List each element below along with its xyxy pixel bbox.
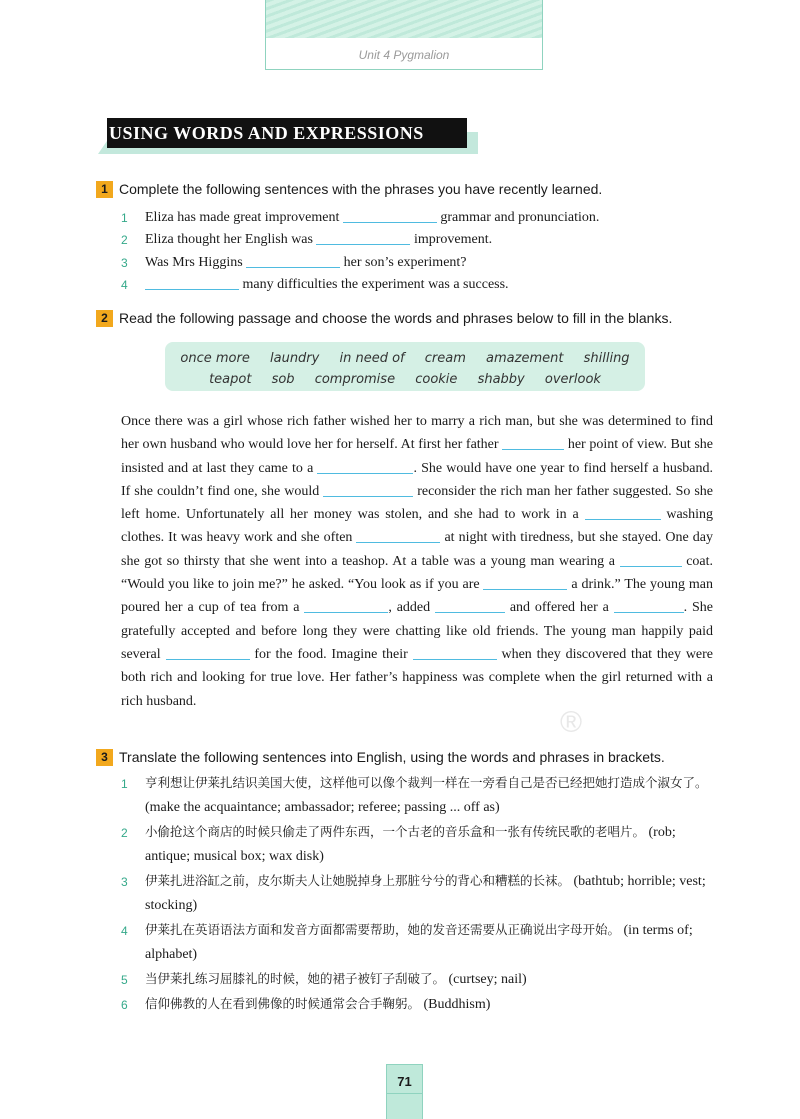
passage-text: reconsider the rich man her father suggested. So she left home. Unfortunately all her money was stolen, and she had to work in a [121,483,713,523]
item-number: 2 [121,826,128,840]
passage-blank[interactable] [585,505,661,520]
word-bank-item: cream [424,351,466,366]
item-number: 3 [121,875,128,889]
word-bank-item: teapot [209,372,252,387]
exercise-3-heading [96,749,665,766]
word-bank-item: shabby [477,372,525,387]
bracket-hints: (make the acquaintance; ambassador; referee; passing ... off as) [145,800,500,815]
passage-blank[interactable] [413,645,497,660]
item-text-before: Eliza has made great improvement [145,210,340,225]
chinese-sentence: 伊莱扎在英语语法方面和发音方面都需要帮助，她的发音还需要从正确说出字母开始。 [145,922,621,937]
passage-text: at night with tiredness, but she stayed. One day she got so thirsty that she went into a teashop. At a table was a young man wearing a [121,530,713,569]
chinese-sentence: 亨利想让伊莱扎结识美国大使，这样他可以像个裁判一样在一旁看自己是否已经把她打造成个淑女了。 [145,775,708,790]
translation-item [121,992,716,1017]
word-bank [165,342,645,391]
page-number-tab [386,1064,423,1119]
item-number: 5 [121,973,128,987]
word-bank-item: laundry [270,351,320,366]
item-number: 1 [121,777,128,791]
reading-passage [121,410,713,713]
item-number: 3 [121,255,128,270]
passage-text: and offered her a [509,600,609,616]
passage-text: . She gratefully accepted and before long they were chatting like old friends. The young man happily paid several [121,600,713,662]
passage-text: for the food. Imagine their [254,646,408,662]
unit-title: Unit 4 Pygmalion [358,48,450,62]
translation-item [121,918,716,967]
word-bank-item: shilling [583,351,630,366]
passage-blank[interactable] [620,552,682,567]
word-bank-item: in need of [339,351,405,366]
word-bank-row [165,369,645,390]
passage-blank[interactable] [317,459,413,474]
exercise-1-badge: 1 [96,181,113,198]
item-number: 4 [121,924,128,938]
bracket-hints: (in terms of; alphabet) [145,923,693,962]
page-number: 71 [397,1074,412,1089]
word-bank-item: sob [271,372,295,387]
registered-mark: ® [560,706,583,739]
item-text-after: improvement. [413,232,493,248]
passage-text: a drink.” The young man poured her a cup of tea from a [121,577,713,616]
exercise-1-item [121,252,599,274]
exercise-1-item [121,274,599,296]
exercise-2-badge: 2 [96,310,113,327]
chinese-sentence: 当伊莱扎练习屈膝礼的时候，她的裙子被钉子刮破了。 [145,971,446,986]
exercise-1-heading [96,181,602,198]
exercise-3-list [121,771,716,1017]
exercise-2-heading [96,310,672,327]
passage-text: , added [388,600,431,616]
passage-blank[interactable] [323,482,413,497]
chinese-sentence: 小偷抢这个商店的时候只偷走了两件东西，一个古老的音乐盒和一张有传统民歌的老唱片。 [145,824,646,839]
passage-blank[interactable] [614,598,684,613]
passage-text: . She would have one year to find herself a husband. If she couldn’t find one, she would [121,460,714,499]
passage-text: Once there was a girl whose rich father wished her to marry a rich man, but she was determined to find her own husband who would love her for herself. At first her father [121,414,713,453]
passage-text: coat. “Would you like to join me?” he asked. “You look as if you are [121,553,714,593]
exercise-3-badge: 3 [96,749,113,766]
translation-item [121,967,716,992]
chinese-sentence: 伊莱扎进浴缸之前，皮尔斯夫人让她脱掉身上那脏兮兮的背心和糟糕的长袜。 [145,873,571,888]
answer-blank[interactable] [246,253,340,268]
item-number: 1 [121,211,128,225]
passage-text: her point of view. But she insisted and at last they came to a [121,437,714,476]
unit-header-tab [265,0,543,70]
bracket-hints: (bathtub; horrible; vest; stocking) [145,874,706,913]
item-number: 6 [121,998,128,1012]
translation-item [121,771,716,820]
exercise-1-item [121,229,599,251]
passage-blank[interactable] [166,645,250,660]
exercise-1-list [121,207,599,296]
item-text-before: Eliza thought her English was [145,232,313,248]
word-bank-item: once more [180,351,250,366]
bracket-hints: (Buddhism) [423,997,491,1012]
passage-text: when they discovered that they were both rich and looking for true love. Her father’s happiness was complete when the girl returned with a rich husband. [121,646,714,709]
section-banner: USING WORDS AND EXPRESSIONS [107,118,467,148]
translation-item [121,869,716,918]
item-text-after: many difficulties the experiment was a success. [242,276,509,292]
word-bank-item: amazement [486,351,564,366]
word-bank-row [165,348,645,369]
word-bank-item: cookie [415,372,458,387]
bracket-hints: (rob; antique; musical box; wax disk) [145,825,676,864]
word-bank-item: compromise [314,372,396,387]
passage-blank[interactable] [483,575,567,590]
exercise-2-instruction: Read the following passage and choose the words and phrases below to fill in the blanks. [119,310,673,326]
bracket-hints: (curtsey; nail) [448,972,527,987]
passage-text: washing clothes. It was heavy work and she often [121,507,713,546]
exercise-1-instruction: Complete the following sentences with the phrases you have recently learned. [119,181,603,197]
passage-blank[interactable] [502,435,564,450]
word-bank-item: overlook [544,372,601,387]
item-text-after: grammar and pronunciation. [440,210,600,225]
passage-blank[interactable] [304,598,388,613]
item-number: 4 [121,277,128,292]
item-text-after: her son’s experiment? [343,254,467,270]
answer-blank[interactable] [316,230,410,245]
chinese-sentence: 信仰佛教的人在看到佛像的时候通常会合手鞠躬。 [145,996,421,1011]
answer-blank[interactable] [343,208,437,223]
exercise-1-item [121,207,599,229]
item-text-before: Was Mrs Higgins [145,254,243,270]
passage-blank[interactable] [356,528,440,543]
translation-item [121,820,716,869]
exercise-3-instruction: Translate the following sentences into English, using the words and phrases in brackets. [119,749,665,765]
passage-blank[interactable] [435,598,505,613]
page-tab-divider [387,1093,422,1094]
answer-blank[interactable] [145,275,239,290]
header-texture [266,0,542,38]
item-number: 2 [121,233,128,248]
